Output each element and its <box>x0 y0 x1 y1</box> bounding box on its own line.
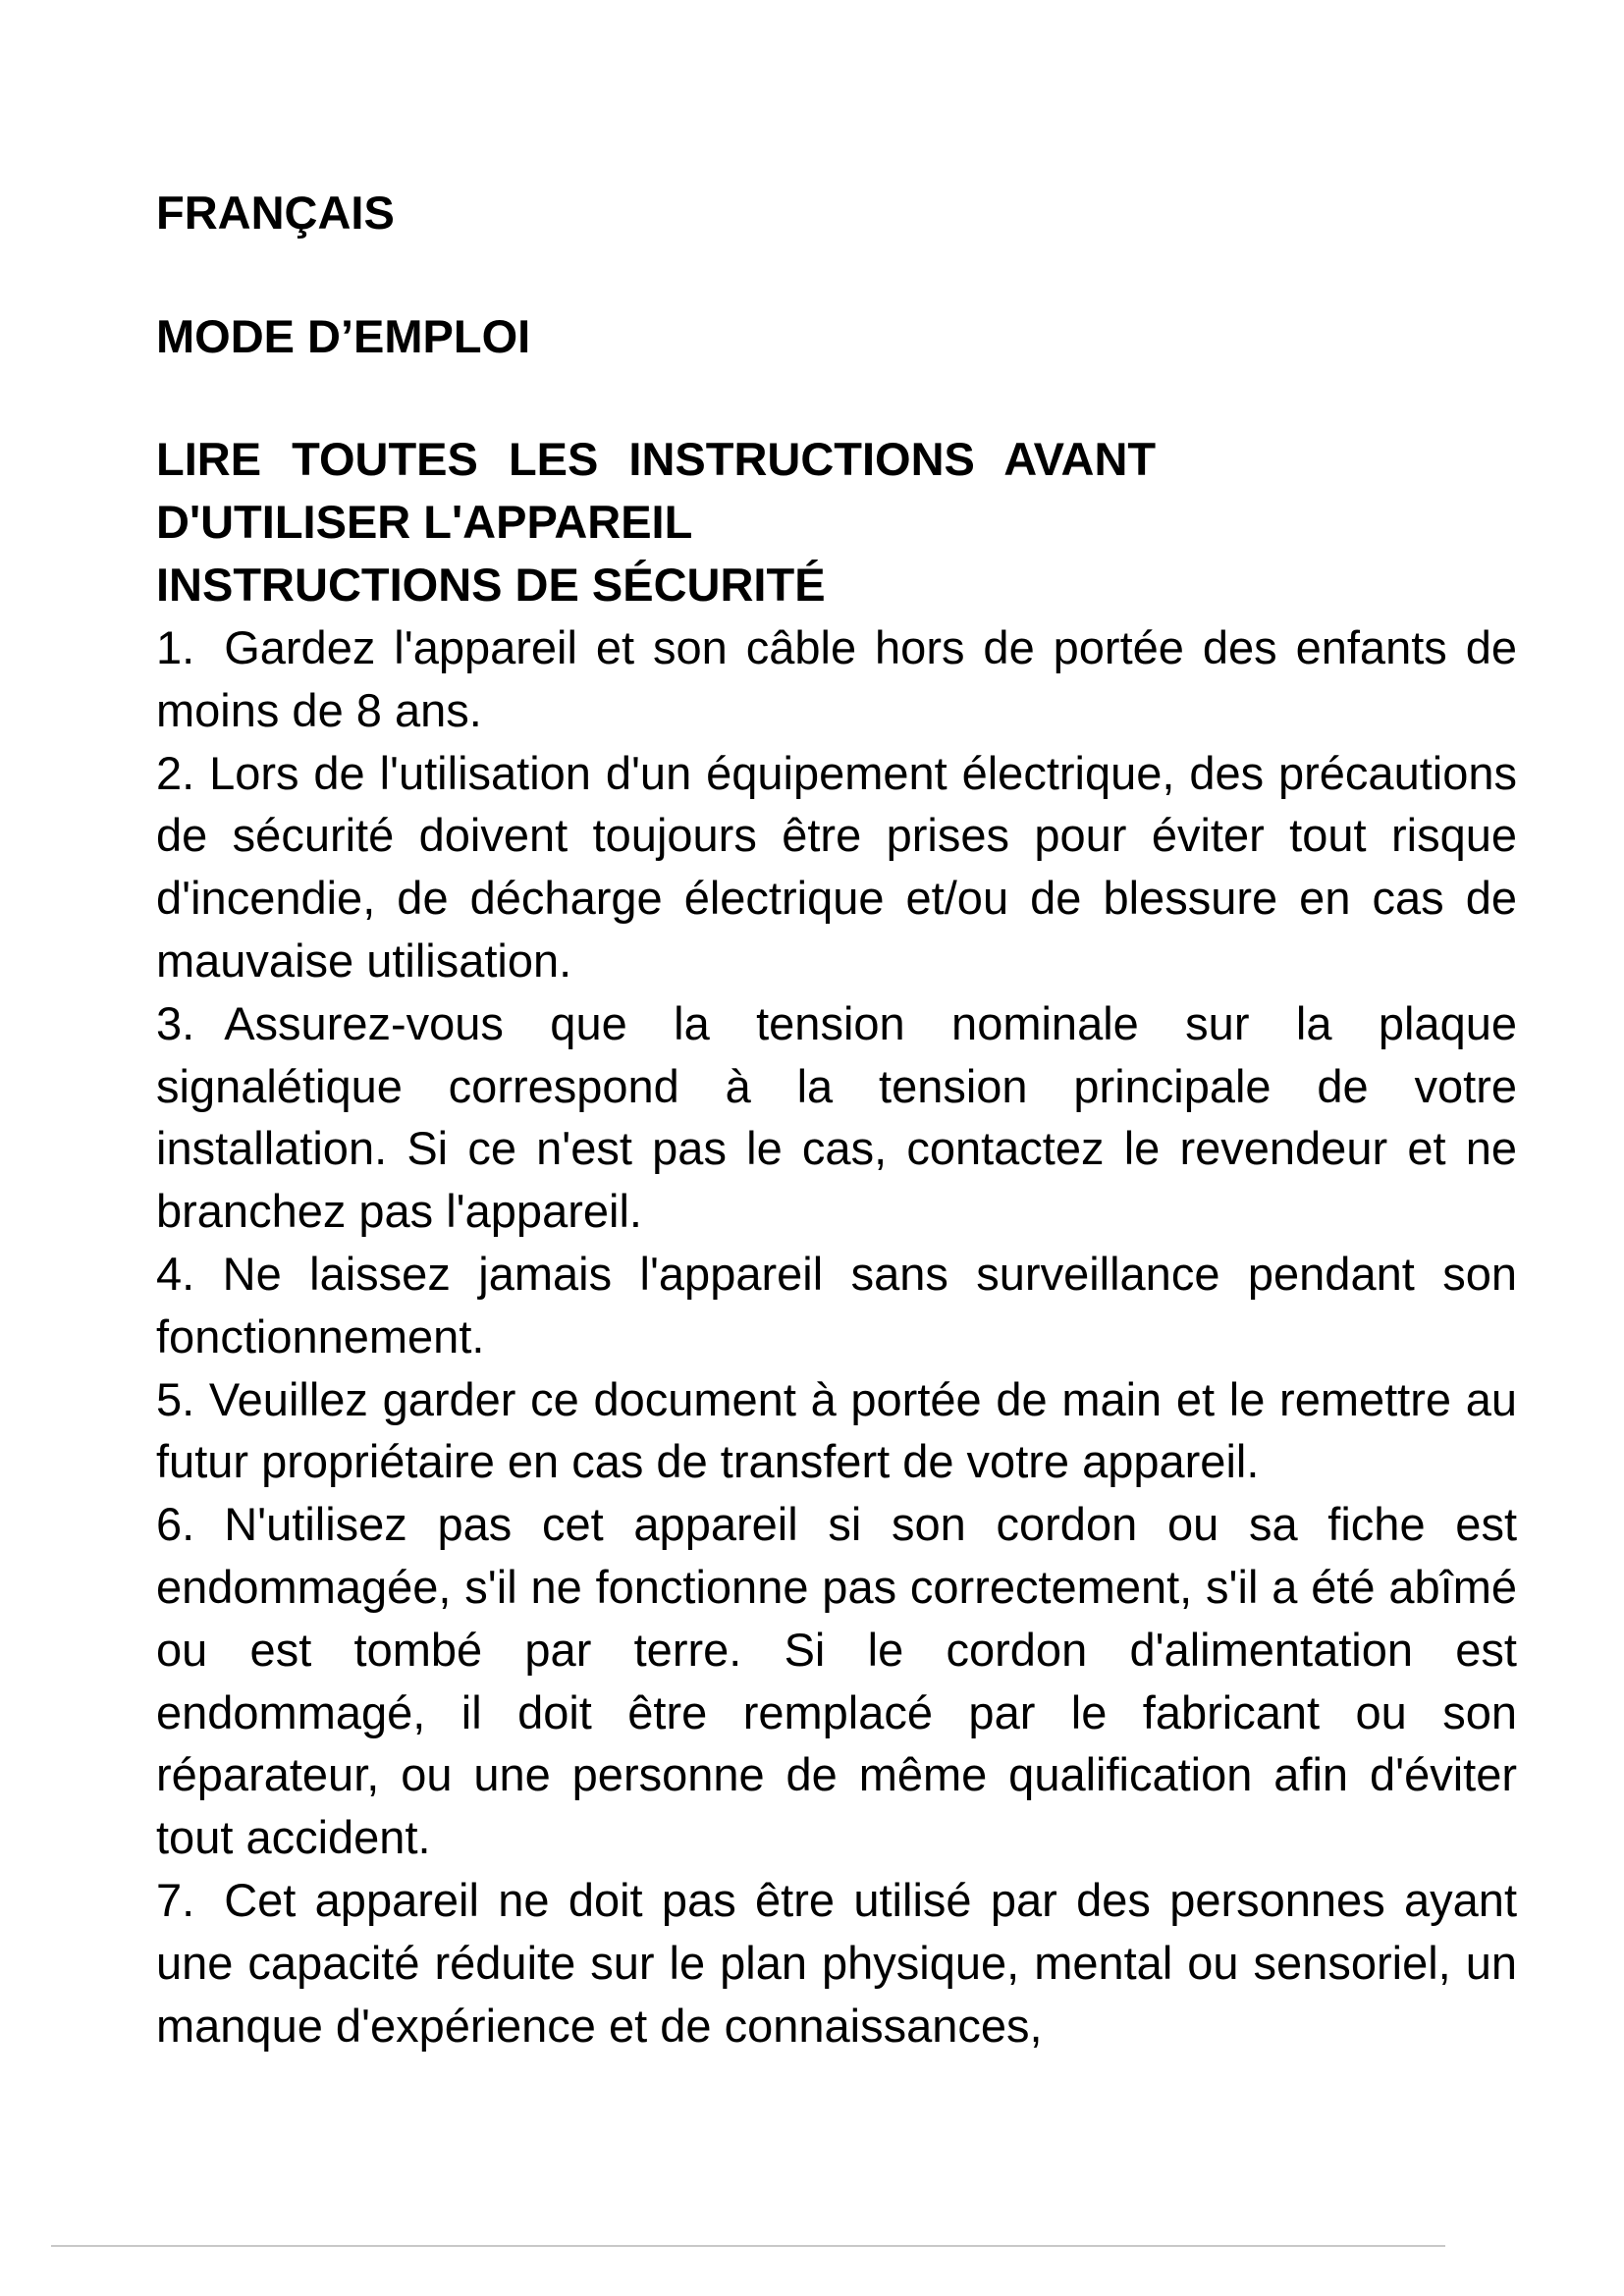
item-number: 6. <box>156 1498 195 1551</box>
item-text: Assurez-vous que la tension nominale sur la plaque signalétique correspond à la tension principale de votre installation. Si ce n'est pas le cas, contactez le revendeur et ne branchez pas l'appareil. <box>156 996 1517 1238</box>
item-number: 5. <box>156 1372 195 1425</box>
list-item <box>156 742 1517 992</box>
list-item <box>156 1869 1517 2056</box>
list-item <box>156 1493 1517 1869</box>
item-text: Gardez l'appareil et son câble hors de portée des enfants de moins de 8 ans. <box>156 621 1517 736</box>
warning-heading-line1: LIRE TOUTES LES INSTRUCTIONS AVANT <box>156 433 1157 485</box>
list-item <box>156 616 1517 742</box>
item-number: 3. <box>156 996 195 1049</box>
warning-heading-line2: D'UTILISER L'APPAREIL <box>156 496 693 548</box>
mode-heading: MODE D’EMPLOI <box>156 310 531 362</box>
safety-instructions-title: INSTRUCTIONS DE SÉCURITÉ <box>156 559 826 611</box>
list-item <box>156 1243 1517 1368</box>
item-number: 1. <box>156 621 195 673</box>
list-item <box>156 992 1517 1243</box>
language-heading: FRANÇAIS <box>156 187 395 239</box>
safety-instructions-list <box>156 616 1517 2056</box>
item-number: 2. <box>156 746 195 799</box>
item-text: Lors de l'utilisation d'un équipement électrique, des précautions de sécurité doivent toujours être prises pour éviter tout risque d'incendie, de décharge électrique et/ou de blessure en cas de mauvaise utilisation. <box>156 746 1517 987</box>
list-item <box>156 1368 1517 1494</box>
item-text: N'utilisez pas cet appareil si son cordon ou sa fiche est endommagée, s'il ne fonctionne pas correctement, s'il a été abîmé ou est tombé par terre. Si le cordon d'alimentation est endommagé, il doit être remplacé par le fabricant ou son réparateur, ou une personne de même qualification afin d'éviter tout accident. <box>156 1498 1517 1864</box>
item-number: 7. <box>156 1873 195 1926</box>
footer-divider <box>51 2245 1445 2247</box>
item-number: 4. <box>156 1247 195 1300</box>
document-body <box>156 182 1517 2056</box>
item-text: Ne laissez jamais l'appareil sans surveillance pendant son fonctionnement. <box>156 1247 1517 1362</box>
item-text: Cet appareil ne doit pas être utilisé par des personnes ayant une capacité réduite sur le plan physique, mental ou sensoriel, un manque d'expérience et de connaissances, <box>156 1873 1517 2052</box>
item-text: Veuillez garder ce document à portée de main et le remettre au futur propriétaire en cas de transfert de votre appareil. <box>156 1372 1517 1488</box>
